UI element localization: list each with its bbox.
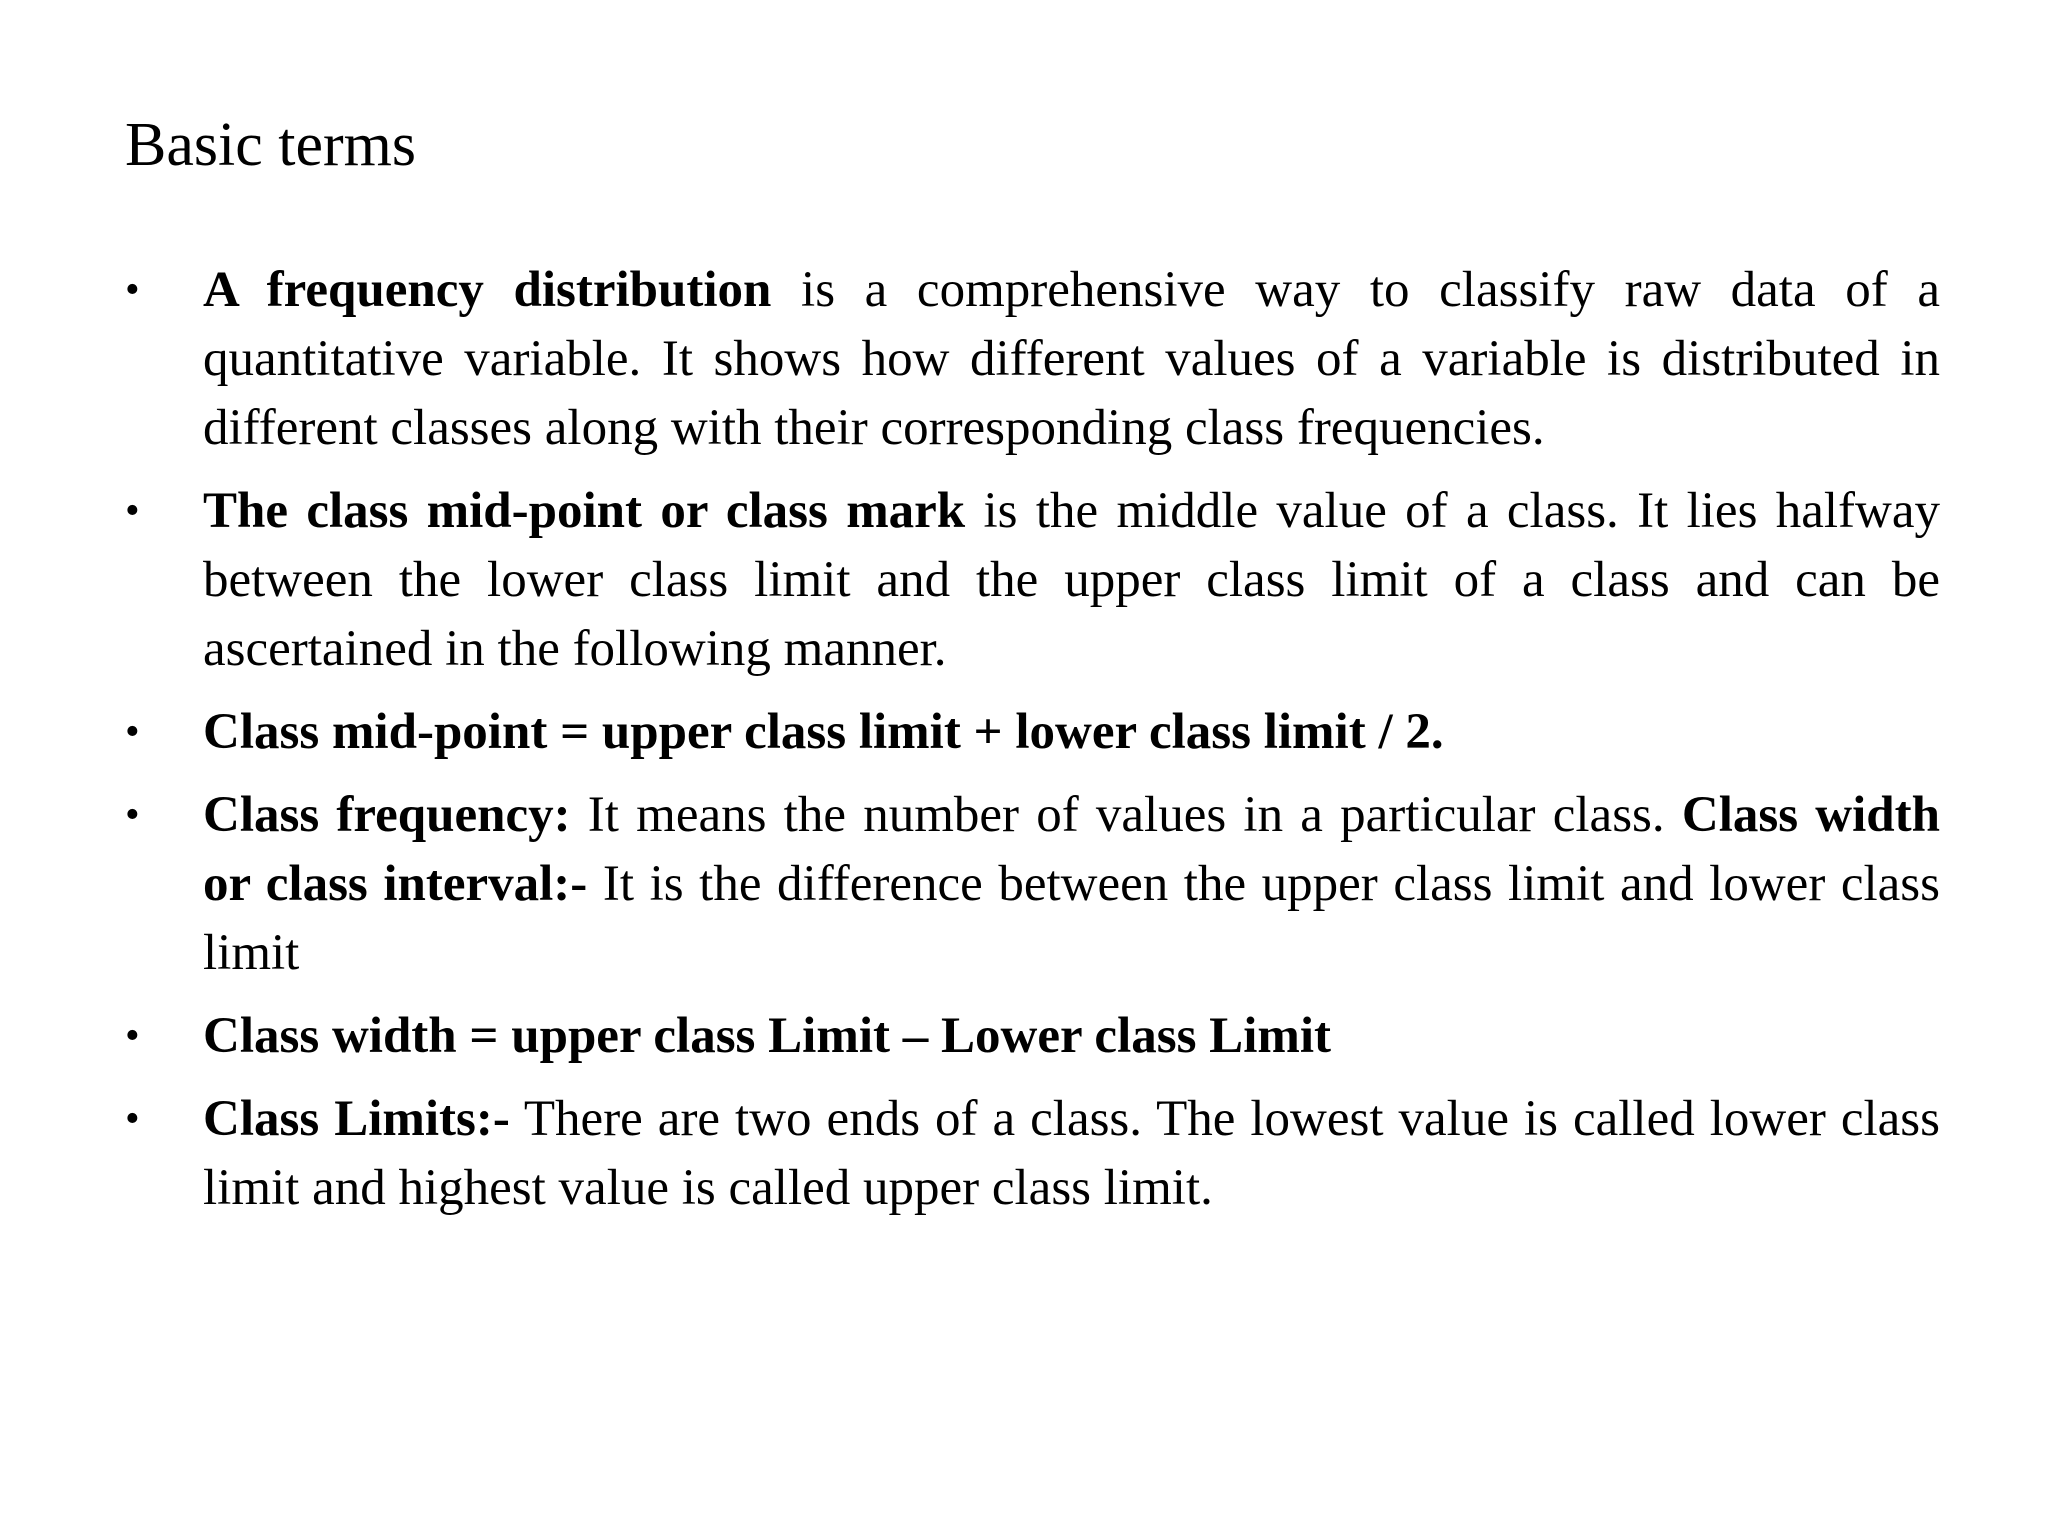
- bullet-class-mid-point: [125, 477, 1940, 684]
- bullet-class-limits: [125, 1085, 1940, 1223]
- term-class-width: Class width or class interval:-: [203, 787, 1940, 912]
- bullet-class-frequency: [125, 781, 1940, 988]
- term-class-limits: Class Limits:-: [203, 1091, 510, 1147]
- term-frequency-distribution: A frequency distribution: [203, 262, 772, 318]
- definition-class-width: It is the difference between the upper class limit and lower class limit: [203, 856, 1940, 981]
- bullet-dot-icon: •: [125, 488, 140, 534]
- definition-frequency-distribution: is a comprehensive way to classify raw data of a quantitative variable. It shows how different values of a variable is distributed in different classes along with their corresponding class frequencies.: [203, 262, 1940, 456]
- slide-title: Basic terms: [125, 111, 416, 179]
- formula-class-mid-point: Class mid-point = upper class limit + lower class limit / 2.: [203, 704, 1444, 760]
- bullet-class-width-formula: [125, 1002, 1940, 1071]
- bullet-frequency-distribution: [125, 256, 1940, 463]
- term-class-frequency: Class frequency:: [203, 787, 571, 843]
- bullet-dot-icon: •: [125, 1096, 140, 1142]
- definition-class-frequency: It means the number of values in a particular class.: [570, 787, 1682, 843]
- term-class-mid-point: The class mid-point or class mark: [203, 483, 966, 539]
- bullet-dot-icon: •: [125, 709, 140, 755]
- bullet-mid-point-formula: [125, 698, 1940, 767]
- bullet-list: [125, 256, 1940, 1237]
- bullet-dot-icon: •: [125, 792, 140, 838]
- bullet-dot-icon: •: [125, 267, 140, 313]
- definition-class-limits: There are two ends of a class. The lowest value is called lower class limit and highest value is called upper class limit.: [203, 1091, 1940, 1216]
- definition-class-mid-point: is the middle value of a class. It lies halfway between the lower class limit and the upper class limit of a class and can be ascertained in the following manner.: [203, 483, 1940, 677]
- formula-class-width: Class width = upper class Limit – Lower class Limit: [203, 1008, 1332, 1064]
- bullet-dot-icon: •: [125, 1013, 140, 1059]
